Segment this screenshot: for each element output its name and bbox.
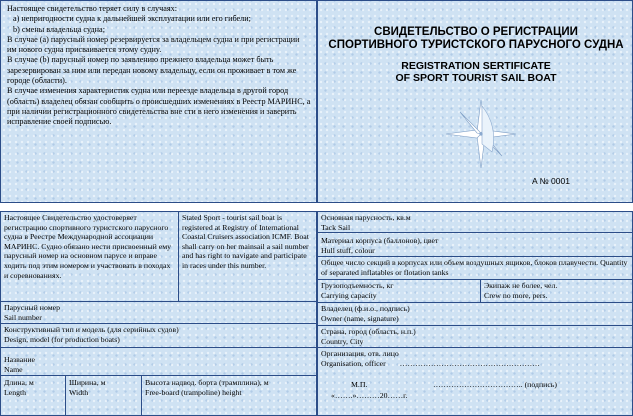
owner-label-ru: Владелец (ф.и.о., подпись)	[321, 304, 410, 313]
tack-sail-label-ru: Основная парусность, кв.м	[321, 213, 411, 222]
width-label-ru: Ширина, м	[69, 378, 106, 387]
rules-line: b) смены владельца судна;	[13, 24, 105, 34]
title-en-line-1: REGISTRATION SERTIFICATE	[401, 60, 551, 72]
freeboard-label-en: Free-board (trampoline) height	[145, 387, 242, 397]
freeboard-label-ru: Высота надвод. борта (трамплина), м	[145, 378, 269, 387]
flotation-label-ru: Общее число секций в корпусах или объем воздушных ящиков, блоков плавучести.	[321, 258, 599, 267]
cover-panel	[317, 0, 633, 203]
tack-sail-label-en: Tack Sail	[321, 222, 351, 232]
crew-label-en: Crew no more, pers.	[484, 290, 548, 300]
flotation-field	[318, 257, 632, 279]
boat-details-panel	[317, 211, 633, 416]
rules-line: а) непригодности судна к дальнейшей эксплуатации или его гибели;	[13, 14, 251, 24]
width-label-en: Width	[69, 387, 89, 397]
rules-line: Настоящее свидетельство теряет силу в случаях:	[7, 4, 178, 13]
crew-field	[481, 280, 632, 302]
title-en-line-2: OF SPORT TOURIST SAIL BOAT	[395, 72, 557, 84]
hull-label-en: Hull stuff, colour	[321, 245, 375, 255]
title-ru-line-2: СПОРТИВНОГО ТУРИСТСКОГО ПАРУСНОГО СУДНА	[328, 39, 624, 51]
signature-line: …………………………….. (подпись)	[432, 380, 557, 390]
owner-field	[318, 303, 632, 325]
sail-number-label-en: Sail number	[4, 312, 42, 322]
hull-label-ru: Материал корпуса (баллонов), цвет	[321, 236, 439, 245]
rules-line: В случае изменения характеристик судна или переезде владельца в другой город (область) владелец обязан сообщить о происшедших изменениях в Реестр МАРИНС, а при наличии регистрационного свидетельства вне сти в него изменения и заверить исправление своей подписью.	[7, 86, 311, 127]
sail-number-label-ru: Парусный номер	[4, 303, 60, 312]
capacity-label-ru: Грузоподъемность, кг	[321, 281, 394, 290]
capacity-label-en: Carrying capacity	[321, 290, 377, 300]
organisation-label-ru: Организация, отв. лицо	[321, 349, 399, 358]
country-field	[318, 326, 632, 347]
sail-number-field	[1, 302, 316, 323]
length-label-ru: Длина, м	[4, 378, 34, 387]
organisation-dots: ………………………………………………	[399, 358, 540, 368]
length-label-en: Length	[4, 387, 27, 397]
hull-field	[318, 235, 632, 256]
certificate-number: A № 0001	[532, 176, 570, 186]
design-label-ru: Конструктивный тип и модель (для серийных судов)	[4, 325, 179, 334]
tack-sail-field	[318, 212, 632, 232]
name-label-en: Name	[4, 364, 23, 374]
name-field	[1, 354, 316, 375]
country-label-en: Country, City	[321, 336, 364, 346]
freeboard-field	[142, 377, 316, 413]
crew-label-ru: Экипаж не более, чел.	[484, 281, 558, 290]
design-label-en: Design, model (for production boats)	[4, 334, 120, 344]
capacity-field	[318, 280, 480, 302]
compass-sail-logo-icon	[438, 96, 524, 172]
width-field	[66, 377, 141, 413]
title-ru-line-1: СВИДЕТЕЛЬСТВО О РЕГИСТРАЦИИ	[374, 26, 578, 38]
rules-line: В случае (а) парусный номер резервируется за владельцем судна и при регистрации им нового судна присваивается этому судну.	[7, 34, 300, 55]
date-line: «…….»………20……г.	[331, 390, 408, 400]
owner-label-en: Owner (name, signature)	[321, 313, 399, 323]
name-label-ru: Название	[4, 355, 36, 364]
registration-info-panel	[0, 211, 317, 416]
stamp-label: М.П.	[351, 380, 368, 390]
registration-text-ru: Настоящее Свидетельство удостоверяет регистрацию спортивного туристского парусного судна в Реестре Международной ассоциации МАРИНС. Судно обязано нести присвоенный ему парусный номер на основном парусе и вправе ходить под этим номером и участвовать в походах и соревнованиях.	[4, 213, 172, 280]
flotation-label-en: Quantity of separated inflatables or flotation tanks	[321, 258, 628, 277]
organisation-field	[318, 348, 632, 415]
design-field	[1, 324, 316, 347]
rules-text	[7, 4, 311, 128]
organisation-label-en: Organisation, officer	[321, 358, 386, 368]
rules-line: В случае (b) парусный номер по заявлению прежнего владельца может быть зарезервирован за ним или передан новому владельцу, если он проживает в том же городе (области).	[7, 55, 297, 86]
registration-text-en: Stated Sport - tourist sail boat is registered at Registry of International Coastal Cruisers association ICMF. Boat shall carry on her mainsail a sail number and has right to navigate and participate in races under this number.	[182, 213, 309, 270]
country-label-ru: Страна, город (область, н.п.)	[321, 327, 416, 336]
rules-panel	[0, 0, 317, 203]
length-field	[1, 377, 65, 413]
